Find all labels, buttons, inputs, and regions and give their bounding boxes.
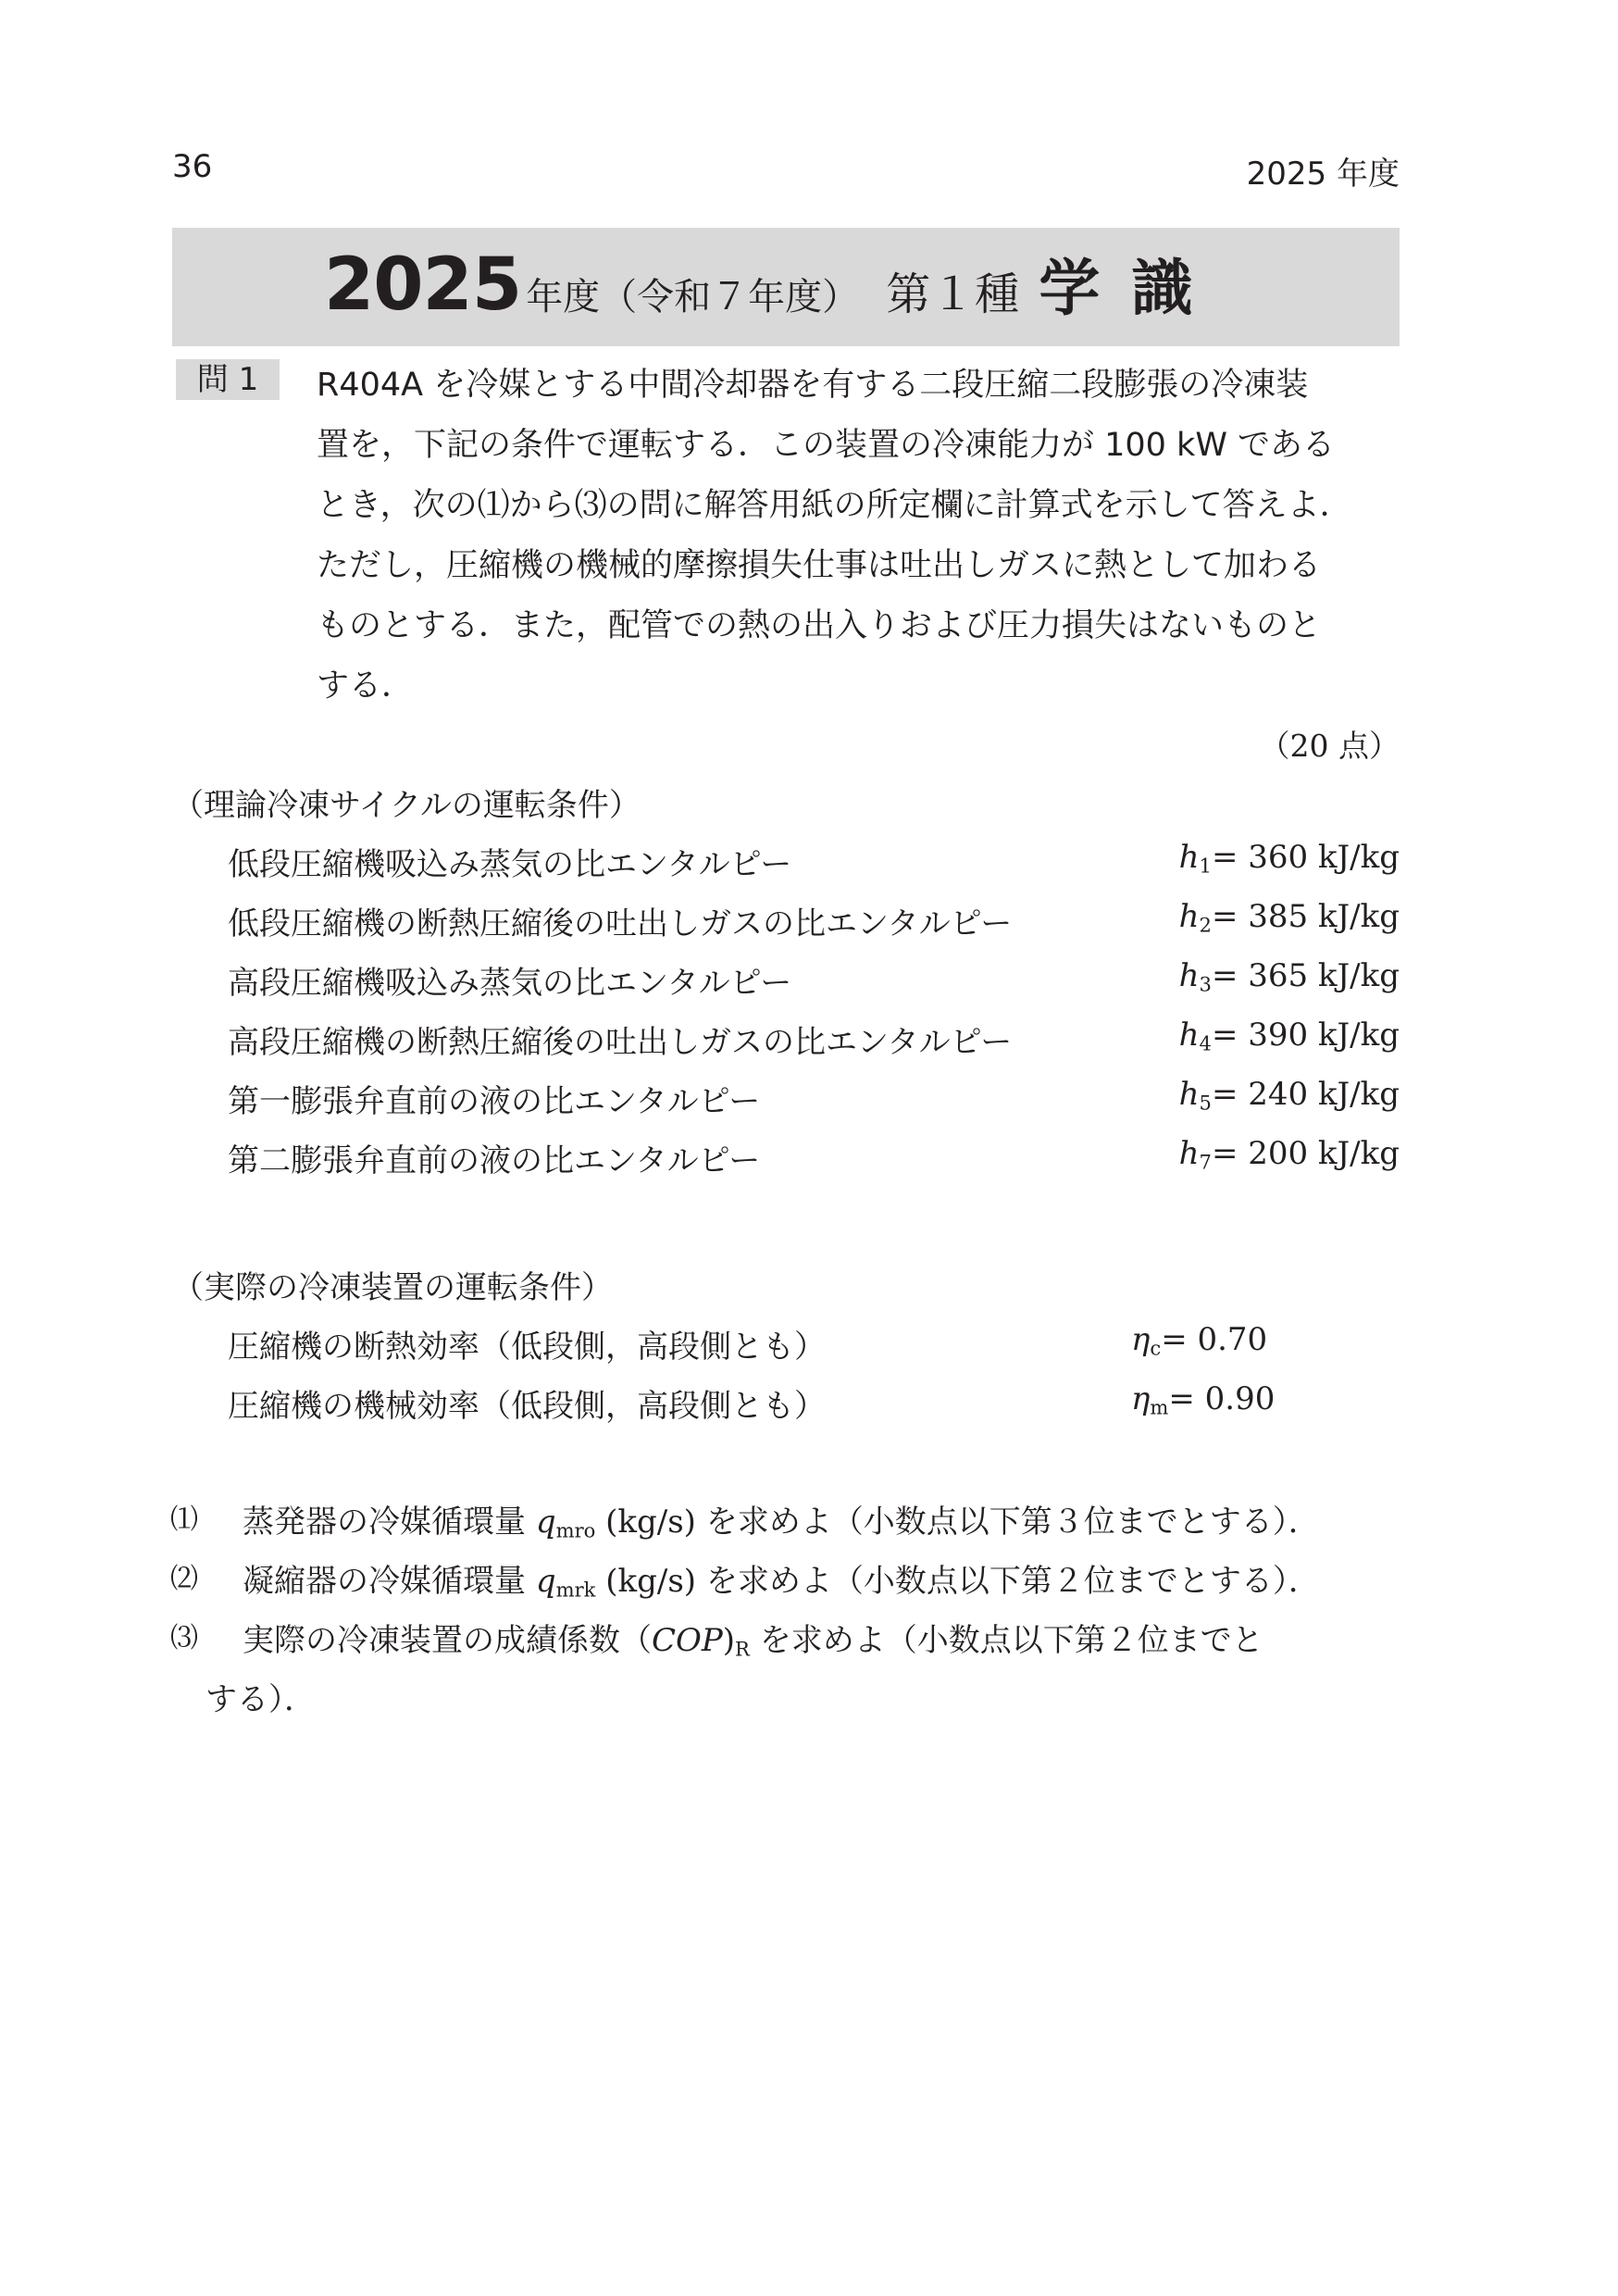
theory-row-value: $h_4= 390$ kJ/kg bbox=[1178, 1017, 1400, 1055]
task-number: ⑵ bbox=[170, 1563, 198, 1595]
theory-row-label: 高段圧縮機吸込み蒸気の比エンタルピー bbox=[228, 965, 792, 1002]
actual-row-value: $\eta_c= 0.70$ bbox=[1131, 1321, 1268, 1360]
task-text-continuation: する）． bbox=[205, 1681, 316, 1718]
title-era: 年度（令和７年度） bbox=[526, 276, 860, 318]
theory-row-label: 低段圧縮機吸込み蒸気の比エンタルピー bbox=[228, 846, 792, 883]
task-text: 実際の冷凍装置の成績係数$(COP)_R$ を求めよ（小数点以下第２位までと bbox=[243, 1622, 1263, 1661]
task-text: 凝縮器の冷媒循環量 $q_{mrk}$ (kg/s) を求めよ（小数点以下第２位までとする）． bbox=[243, 1563, 1320, 1602]
theory-row-label: 低段圧縮機の断熱圧縮後の吐出しガスの比エンタルピー bbox=[228, 905, 1013, 942]
task-number: ⑶ bbox=[170, 1622, 198, 1654]
theory-row-label: 第二膨張弁直前の液の比エンタルピー bbox=[228, 1142, 761, 1179]
theory-row-value: $h_2= 385$ kJ/kg bbox=[1178, 898, 1400, 937]
question-line: とき，次の⑴から⑶の問に解答用紙の所定欄に計算式を示して答えよ． bbox=[317, 487, 1352, 524]
task-number: ⑴ bbox=[170, 1504, 198, 1536]
title-subject: 学識 bbox=[1039, 253, 1225, 324]
question-line: ものとする．また，配管での熱の出入りおよび圧力損失はないものと bbox=[317, 607, 1322, 644]
running-header-year: 2025 年度 bbox=[1246, 156, 1400, 193]
task-text: 蒸発器の冷媒循環量 $q_{mro}$ (kg/s) を求めよ（小数点以下第３位までとする）． bbox=[243, 1504, 1320, 1542]
title-year: 2025 bbox=[324, 243, 522, 327]
theory-row-label: 高段圧縮機の断熱圧縮後の吐出しガスの比エンタルピー bbox=[228, 1024, 1013, 1061]
page-number: 36 bbox=[172, 148, 213, 185]
title-kind: 第１種 bbox=[886, 268, 1020, 320]
theory-row-value: $h_7= 200$ kJ/kg bbox=[1178, 1135, 1400, 1174]
question-line: する． bbox=[317, 668, 415, 705]
theory-row-value: $h_3= 365$ kJ/kg bbox=[1178, 957, 1400, 996]
question-badge: 問 1 bbox=[176, 359, 280, 400]
theory-row-label: 第一膨張弁直前の液の比エンタルピー bbox=[228, 1083, 761, 1120]
question-line: 置を，下記の条件で運転する．この装置の冷凍能力が 100 kW である bbox=[317, 427, 1336, 464]
actual-row-label: 圧縮機の断熱効率（低段側，高段側とも） bbox=[228, 1329, 826, 1366]
actual-row-value: $\eta_m= 0.90$ bbox=[1131, 1380, 1276, 1419]
theory-row-value: $h_5= 240$ kJ/kg bbox=[1178, 1076, 1400, 1115]
question-line: R404A を冷媒とする中間冷却器を有する二段圧縮二段膨張の冷凍装 bbox=[317, 367, 1309, 404]
theory-row-value: $h_1= 360$ kJ/kg bbox=[1178, 839, 1400, 878]
question-line: ただし，圧縮機の機械的摩擦損失仕事は吐出しガスに熱として加わる bbox=[317, 547, 1322, 584]
actual-heading: （実際の冷凍装置の運転条件） bbox=[172, 1269, 613, 1306]
points: （20 点） bbox=[1259, 728, 1400, 764]
page-title bbox=[324, 239, 1224, 331]
theory-heading: （理論冷凍サイクルの運転条件） bbox=[172, 787, 641, 824]
actual-row-label: 圧縮機の機械効率（低段側，高段側とも） bbox=[228, 1388, 826, 1425]
